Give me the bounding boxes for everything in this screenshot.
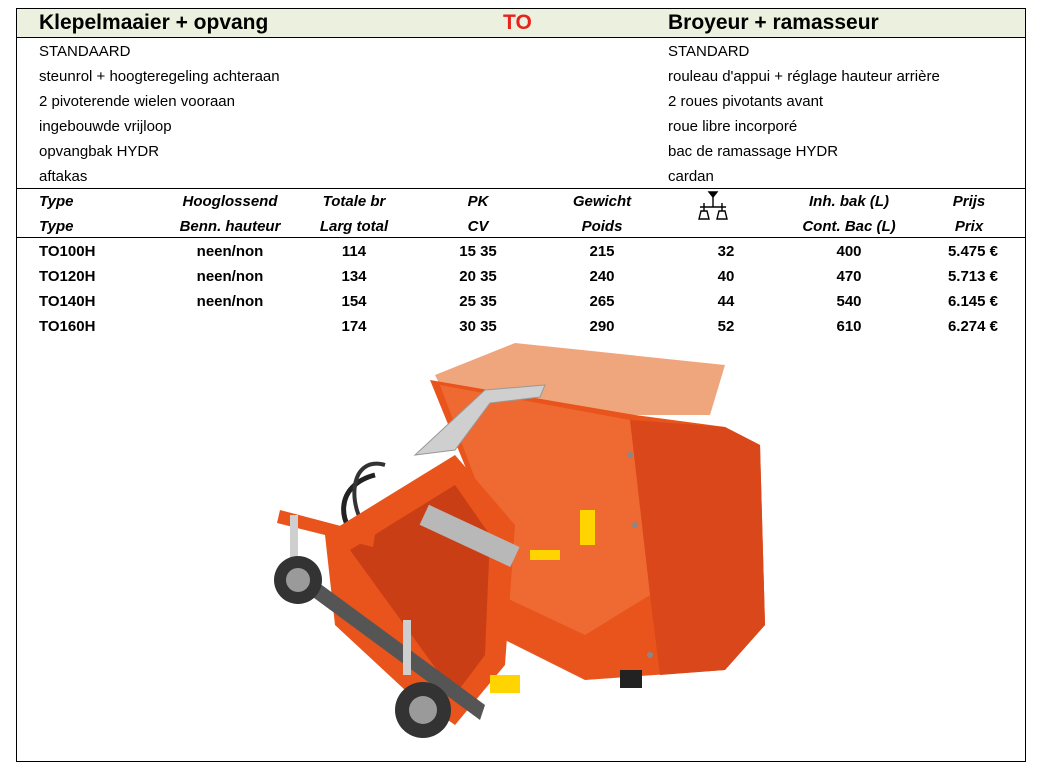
standard-item: rouleau d'appui + réglage hauteur arrière xyxy=(668,68,940,85)
cell-width: 134 xyxy=(341,268,367,285)
cell-capacity: 540 xyxy=(836,293,862,310)
cell-weight: 215 xyxy=(589,243,615,260)
cell-width: 154 xyxy=(341,293,367,310)
cell-capacity: 470 xyxy=(836,268,862,285)
col-weight-nl: Gewicht xyxy=(572,193,632,210)
cell-blades: 32 xyxy=(717,243,735,260)
standard-list-dutch xyxy=(39,39,280,189)
title-french: Broyeur + ramasseur xyxy=(668,11,879,34)
col-width-fr: Larg total xyxy=(319,218,389,235)
flail-blades-icon xyxy=(696,190,730,224)
standard-item: aftakas xyxy=(39,168,88,185)
col-type-fr: Type xyxy=(39,218,74,235)
cell-price: 6.145 € xyxy=(947,293,998,310)
cell-height-adjust: neen/non xyxy=(196,268,264,285)
col-capacity-fr: Cont. Bac (L) xyxy=(802,218,896,235)
cell-price: 5.475 € xyxy=(947,243,998,260)
cell-weight: 240 xyxy=(589,268,615,285)
cell-blades: 52 xyxy=(717,318,735,335)
col-width-nl: Totale br xyxy=(322,193,386,210)
standard-item: opvangbak HYDR xyxy=(39,143,160,160)
col-capacity-nl: Inh. bak (L) xyxy=(809,193,889,210)
cell-capacity: 400 xyxy=(836,243,862,260)
col-height-fr: Benn. hauteur xyxy=(179,218,281,235)
standard-item: steunrol + hoogteregeling achteraan xyxy=(39,68,280,85)
header-bar xyxy=(17,9,1025,38)
cell-capacity: 610 xyxy=(836,318,862,335)
title-dutch: Klepelmaaier + opvang xyxy=(39,11,269,34)
cell-width: 174 xyxy=(341,318,367,335)
title-code: TO xyxy=(503,11,532,34)
cell-height-adjust: neen/non xyxy=(196,293,264,310)
cell-price: 5.713 € xyxy=(947,268,998,285)
col-price-nl: Prijs xyxy=(952,193,986,210)
col-power-nl: PK xyxy=(467,193,489,210)
cell-height-adjust: neen/non xyxy=(196,243,264,260)
col-price-fr: Prix xyxy=(954,218,984,235)
standard-item: ingebouwde vrijloop xyxy=(39,118,172,135)
col-power-fr: CV xyxy=(467,218,489,235)
standard-list-french xyxy=(668,39,940,189)
cell-price: 6.274 € xyxy=(947,318,998,335)
standard-item: 2 roues pivotants avant xyxy=(668,93,824,110)
cell-width: 114 xyxy=(341,243,367,260)
standard-item: STANDAARD xyxy=(39,43,131,60)
cell-blades: 40 xyxy=(717,268,735,285)
cell-blades: 44 xyxy=(717,293,735,310)
cell-power: 25 35 xyxy=(459,293,497,310)
cell-type: TO120H xyxy=(39,268,96,285)
standard-item: 2 pivoterende wielen vooraan xyxy=(39,93,235,110)
col-weight-fr: Poids xyxy=(581,218,623,235)
cell-weight: 265 xyxy=(589,293,615,310)
standard-item: STANDARD xyxy=(668,43,750,60)
standard-item: roue libre incorporé xyxy=(668,118,798,135)
cell-type: TO140H xyxy=(39,293,96,310)
standard-item: bac de ramassage HYDR xyxy=(668,143,839,160)
cell-type: TO100H xyxy=(39,243,96,260)
col-height-nl: Hooglossend xyxy=(182,193,278,210)
divider xyxy=(17,237,1025,238)
divider xyxy=(17,188,1025,189)
cell-power: 30 35 xyxy=(459,318,497,335)
flail-mower-illustration xyxy=(255,335,775,745)
cell-type: TO160H xyxy=(39,318,96,335)
cell-power: 15 35 xyxy=(459,243,497,260)
cell-power: 20 35 xyxy=(459,268,497,285)
standard-item: cardan xyxy=(668,168,714,185)
cell-weight: 290 xyxy=(589,318,615,335)
col-type-nl: Type xyxy=(39,193,74,210)
